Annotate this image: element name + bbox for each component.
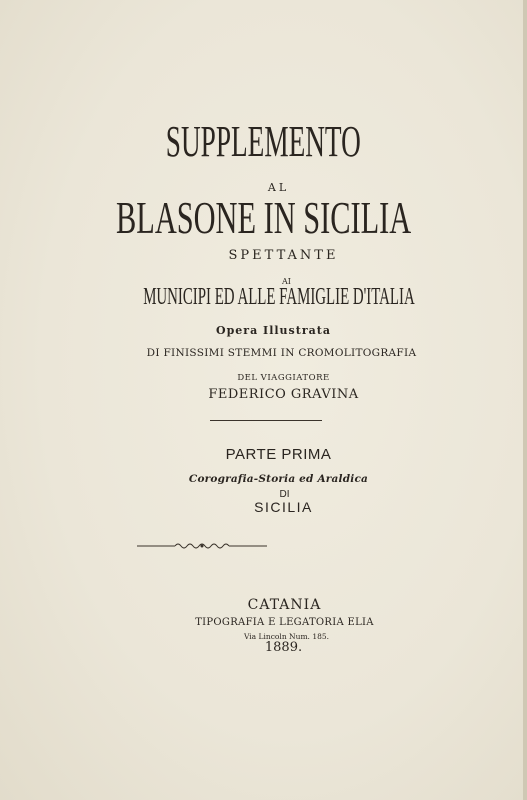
- title-finissimi: [0, 343, 527, 359]
- title-line-8: DI FINISSIMI STEMMI IN CROMOLITOGRAFIA: [146, 347, 417, 359]
- title-line-5: AI: [282, 277, 291, 286]
- part-di-text: DI: [279, 489, 290, 500]
- title-line-2: AL: [267, 181, 290, 194]
- title-line-6: MUNICIPI ED ALLE FAMIGLIE D'ITALIA: [142, 284, 415, 310]
- part-region: [0, 499, 527, 515]
- part-region-text: SICILIA: [254, 499, 313, 515]
- ornament-flourish-icon: [137, 540, 267, 552]
- title-line-4: SPETTANTE: [228, 248, 339, 263]
- imprint-publisher-text: TIPOGRAFIA E LEGATORIA ELIA: [195, 617, 374, 628]
- imprint-year: [0, 638, 527, 654]
- title-supplemento: [0, 117, 527, 166]
- part-di: [0, 484, 527, 500]
- title-municipi: [0, 285, 527, 309]
- title-spettante: [0, 246, 527, 262]
- imprint-city: [0, 596, 527, 612]
- title-viaggiatore: [0, 367, 527, 383]
- part-subtitle-text: Corografia-Storia ed Araldica: [188, 473, 369, 485]
- title-blasone: [0, 192, 527, 243]
- title-opera: [0, 321, 527, 337]
- horizontal-rule-icon: [210, 420, 322, 421]
- title-line-10: FEDERICO GRAVINA: [208, 387, 359, 402]
- title-line-3: BLASONE IN SICILIA: [115, 192, 412, 243]
- title-line-1: SUPPLEMENTO: [165, 117, 362, 166]
- part-subtitle: [0, 469, 527, 485]
- title-line-7: Opera Illustrata: [216, 324, 331, 337]
- imprint-city-text: CATANIA: [247, 597, 322, 613]
- author-name: [0, 385, 527, 401]
- part-heading-text: PARTE PRIMA: [225, 446, 332, 463]
- imprint-address-text: Via Lincoln Num. 185.: [243, 632, 330, 641]
- title-line-9: DEL VIAGGIATORE: [237, 373, 330, 383]
- part-heading: [0, 446, 527, 462]
- imprint-year-text: 1889.: [264, 640, 303, 655]
